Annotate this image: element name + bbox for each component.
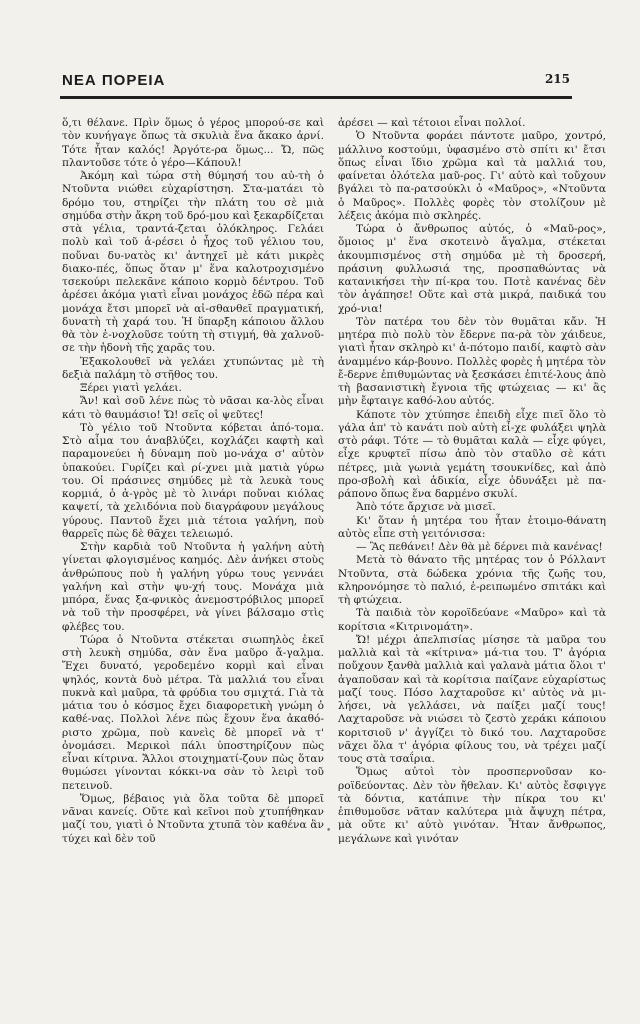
paragraph: Ἀπὸ τότε ἄρχισε νὰ μισεῖ. xyxy=(356,501,496,514)
paragraph: Κάποτε τὸν χτύπησε ἐπειδὴ εἶχε πιεῖ ὅλο τὸ γάλα ἀπ' τὸ κανάτι ποὺ αὐτὴ εἶ-χε φυλάξει ψηλὰ στὸ ράφι. Τότε — τὸ θυμᾶται καλὰ — εἶχε φύγει, εἶχε κρυφτεῖ πίσω ἀπὸ τὸν σταῦλο σὲ κάτι πέτρες, μιὰ γωνιὰ γεμάτη τσουκνίδες, καὶ ἀπὸ προ-σβολὴ καὶ ἀδικία, εἶχε ὁδυνάξει μὲ πα-ράπονο ὅπως ἕνα δαρμένο σκυλί. xyxy=(338,408,606,500)
left-column xyxy=(62,117,324,846)
paragraph: Ἐξακολουθεῖ νὰ γελάει χτυπώντας μὲ τὴ δεξιὰ παλάμη τὸ στῆθος του. xyxy=(62,355,324,381)
paragraph: Ὤ! μέχρι ἀπελπισίας μίσησε τὰ μαῦρα του μαλλιὰ καὶ τὰ «κίτρινα» μά-τια του. Τ' ἀγόρια ποὔχουν ξανθὰ μαλλιὰ καὶ γαλανὰ μάτια ὅλοι τ' ἀγαποῦσαν καὶ τὰ κορίτσια παίζανε εὐχαρίστως μαζί τους. Πόσο λαχταροῦσε κι' αὐτὸς νὰ μι-λήσει, νὰ γελλάσει, νὰ παίξει μαζί τους! Λαχταροῦσε νὰ νιώσει τὸ ζεστὸ χεράκι κάποιου κοριτσιοῦ ν' ἀγγίζει τὸ δικό του. Λαχταροῦσε νᾶχει ὅλα τ' ἀγόρια φίλους του, νὰ τρέχει μαζί τους στὰ τσαΐρια. xyxy=(338,633,606,765)
paragraph: Τὰ παιδιὰ τὸν κοροϊδεύανε «Μαῦρο» καὶ τὰ κορίτσια «Κιτρινομάτη». xyxy=(338,607,606,633)
paragraph: Τώρα ὁ ἄνθρωπος αὐτός, ὁ «Μαῦ-ρος», ὅμοιος μ' ἕνα σκοτεινὸ ἄγαλμα, στέκεται ἀκουμπισμένος στὴ σημύδα μὲ τὴ δροσερή, πράσινη φυλλωσιά της, προσπαθώντας νὰ κατανικήσει τὴν πί-κρα του. Ποτὲ κανένας δὲν τὸν ἀγάπησε! Οὔτε καὶ στὰ μικρά, παιδικά του χρό-νια! xyxy=(338,223,606,315)
right-column xyxy=(338,117,606,846)
page-header xyxy=(62,64,570,90)
paragraph: Ἄν! καὶ σοῦ λένε πὼς τὸ νᾶσαι κα-λὸς εἶναι κάτι τὸ θαυμάσιο! Ὤ! σεῖς οἱ ψεῦτες! xyxy=(62,395,324,421)
paragraph: Ὁ Ντοῦντα φοράει πάντοτε μαῦρο, χοντρό, μάλλινο κοστούμι, ὑφασμένο στὸ σπίτι κι' ἔτσι ὅπως εἶναι ἴδιο χρῶμα καὶ τὰ μαλλιά του, φαίνεται ὁλότελα μαῦ-ρος. Γι' αὐτὸ καὶ τοὔχουν βγάλει τὸ πα-ρατσούκλι ὁ «Μαῦρος», «Ντοῦντα ὁ Μαῦρος». Πολλὲς φορὲς τὸν στολίζουν μὲ λέξεις ἀκόμα πιὸ σκληρές. xyxy=(338,130,606,222)
paragraph: ἀρέσει — καὶ τέτοιοι εἶναι πολλοί. xyxy=(338,117,526,129)
header-rule xyxy=(60,96,572,99)
paragraph: Τώρα ὁ Ντοῦντα στέκεται σιωπηλὸς ἐκεῖ στὴ λευκὴ σημύδα, σὰν ἕνα μαῦρο ἄ-γαλμα. Ἔχει δυνατό, γεροδεμένο κορμὶ καὶ εἶναι ψηλός, κοντὰ δυὸ μέτρα. Τὰ μαλλιά του εἶναι πυκνὰ καὶ μαῦρα, τὰ φρύδια του σμιχτά. Γιὰ τὰ μάτια του ὁ κόσμος ἔχει διαφορετικὴ γνώμη ὁ καθέ-νας. Πολλοὶ λένε πὼς ἔχουν ἕνα ἀκαθό-ριστο χρῶμα, ποὺ κανεὶς δὲ μπορεῖ νὰ τ' ὀνομάσει. Μερικοὶ πάλι ὑποστηρίζουν πὼς εἶναι κίτρινα. Ἄλλοι στοιχηματί-ζουν πὼς ὅταν θυμώσει γίνονται κόκκι-να σὰν τὸ λειρὶ τοῦ πετεινοῦ. xyxy=(62,633,324,792)
paragraph: Ξέρει γιατὶ γελάει. xyxy=(80,382,182,394)
paragraph: Ὅμως αὐτοὶ τὸν προσπερνοῦσαν κο-ροϊδεύοντας. Δὲν τὸν ἤθελαν. Κι' αὐτὸς ἔσφιγγε τὰ δόντια, κατάπινε τὴν πίκρα του κι' ἐπιθυμοῦσε νᾶταν καλύτερα μιὰ ἄψυχη πέτρα, μὰ οὔτε κι' αὐτὸ γινόταν. Ἦταν ἄνθρωπος, μεγάλωνε καὶ γινόταν xyxy=(338,766,606,845)
page-number: 215 xyxy=(544,72,570,86)
journal-title: ΝΕΑ ΠΟΡΕΙΑ xyxy=(62,72,166,89)
paragraph: ὅ,τι θέλανε. Πρὶν ὅμως ὁ γέρος μπορού-σε καὶ τὸν κυνήγαγε ὅπως τὰ σκυλιὰ ἕνα ἄκακο ἀρνί. Τότε ἦταν καλός! Ἀργότε-ρα ὅμως... Ὤ, πῶς πλαντοῦσε τότε ὁ γέρο—Κάπουλ! xyxy=(62,117,324,169)
paragraph: Ὅμως, βέβαιος γιὰ ὅλα τοῦτα δὲ μπορεῖ νᾶναι κανείς. Οὔτε καὶ κεῖνοι ποὺ χτυπήθηκαν μαζί του, γιατὶ ὁ Ντοῦντα χτυπᾶ τὸν καθένα ἂν τύχει καὶ δὲν τοῦ xyxy=(62,792,324,845)
paragraph: — Ἂς πεθάνει! Δὲν θὰ μὲ δέρνει πιὰ κανένας! xyxy=(356,541,603,553)
paragraph: Κι' ὅταν ἡ μητέρα του ἦταν ἑτοιμο-θάνατη αὐτὸς εἶπε στὴ γειτόνισσα: xyxy=(338,514,606,540)
gutter-mark: • xyxy=(326,826,332,836)
paragraph: Μετὰ τὸ θάνατο τῆς μητέρας τον ὁ Ρόλλαντ Ντοῦντα, στὰ δώδεκα χρόνια τῆς ζωῆς του, κληρονόμησε τὸ παλιό, ἐ-ρειπωμένο σπιτάκι καὶ τὴ φτώχεια. xyxy=(338,554,606,606)
paragraph: Τὸ γέλιο τοῦ Ντοῦντα κόβεται ἀπό-τομα. Στὸ αἷμα του ἀναβλύζει, κοχλάζει καφτὴ καὶ παραμονεύει ἡ δύναμη ποὺ μο-νάχα σ' αὐτὸν ὑπακούει. Γυρίζει καὶ ρί-χνει μιὰ ματιὰ γύρω του. Οἱ πράσινες σημύδες μὲ τὰ λευκὰ τους κορμιά, ὁ ἀ-γρὸς μὲ τὸ λινάρι ποὔναι κιόλας καψετί, τὰ χελιδόνια ποὺ διαγράφουν μεγάλους γύρους. Παντοῦ ἔχει μιὰ τέτοια γαλήνη, ποὺ θαρρεῖς πὼς δὲ θᾶχει τελειωμό. xyxy=(62,421,324,540)
paragraph: Ἀκόμη καὶ τώρα στὴ θύμησή του αὐ-τὴ ὁ Ντοῦντα νιώθει εὐχαρίστηση. Στα-ματάει τὸ δρόμο του, στηρίζει τὴν πλάτη του σὲ μιὰ σημύδα στὴν ἄκρη τοῦ δρό-μου καὶ ξεκαρδίζεται στὰ γέλια, τραντά-ζεται ὁλόκληρος. Γελάει πολὺ καὶ τοῦ ἀ-ρέσει ὁ ἦχος τοῦ γέλιου του, ποὔναι δυ-νατὸς κι' ἀντηχεῖ μὲ κάτι μικρὲς διακο-πές, ὅπως ὅταν μ' ἕνα καλοτροχισμένο τσεκούρι πελεκᾶνε κάποιο κορμὸ δέντρου. Τοῦ ἀρέσει ἀκόμα γιατὶ εἶναι μονάχος ἐδῶ πέρα καὶ μονάχα ἔτσι μπορεῖ νὰ αἰ-σθανθεῖ πραγματική, δυνατὴ τὴ χαρά του. Ἡ ὕπαρξη κάποιου ἄλλου θὰ τὸν ἐ-νοχλοῦσε τούτη τὴ στιγμή, θὰ χαλνοῦ-σε τὴν ἡδονὴ τῆς χαρᾶς του. xyxy=(62,170,324,355)
paragraph: Στὴν καρδιὰ τοῦ Ντοῦντα ἡ γαλήνη αὐτὴ γίνεται φλογισμένος καημός. Δὲν ἀνήκει στοὺς ἀνθρώπους ποὺ ἡ γαλήνη γύρω τους γεννάει γαλήνη καὶ στὴν ψυ-χή τους. Μονάχα μιὰ μπόρα, ἕνας ξα-φνικὸς ἀνεμοστρόβιλος μπορεῖ νὰ τοῦ τὴν προσφέρει, νὰ γίνει βάλσαμο στὶς φλέβες του. xyxy=(62,541,324,633)
paragraph: Τὸν πατέρα του δὲν τὸν θυμᾶται κἄν. Ἡ μητέρα πιὸ πολὺ τὸν ἔδερνε πα-ρὰ τὸν χάιδευε, γιατὶ ἦταν σκληρὸ κι' ἀ-πότομο παιδί, καφτὸ σὰν ἀναμμένο κάρ-βουνο. Πολλὲς φορὲς ἡ μητέρα τὸν ἔ-δερνε ἐπιθυμώντας νὰ ξεσκάσει ἐπιτέ-λους ἀπὸ τὴ βασανιστικὴ ἔγνοια τῆς φτώχειας — κι' ἂς μὴν ἔφταιγε καθό-λου αὐτός. xyxy=(338,315,606,408)
